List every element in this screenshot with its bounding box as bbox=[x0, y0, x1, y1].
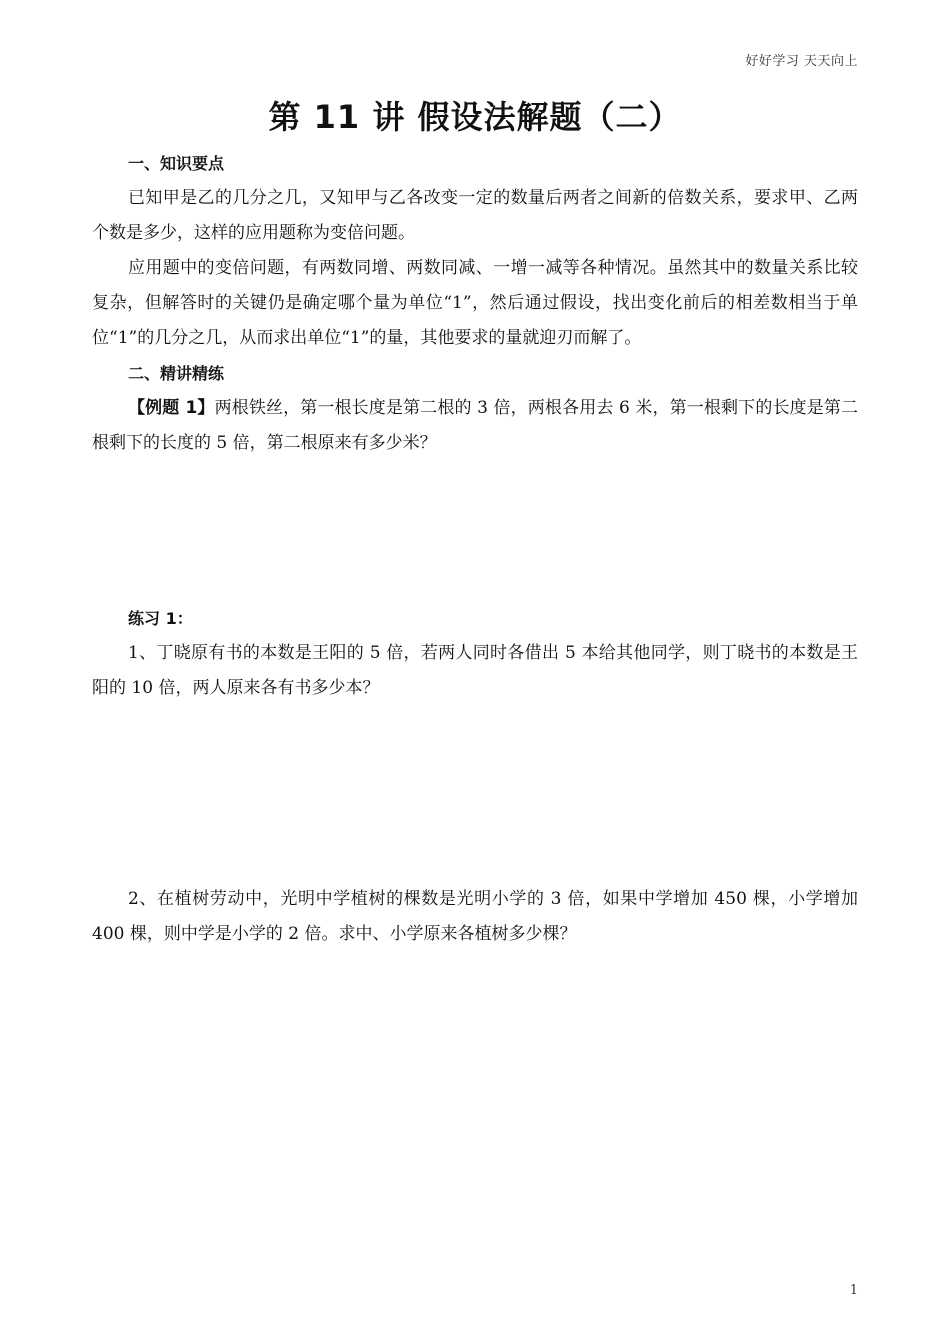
example-1-text: 两根铁丝，第一根长度是第二根的 3 倍，两根各用去 6 米，第一根剩下的长度是第二根剩下的长度的 5 倍，第二根原来有多少米？ bbox=[92, 398, 859, 453]
section-heading-knowledge: 一、知识要点 bbox=[128, 154, 225, 173]
knowledge-paragraph-2: 应用题中的变倍问题，有两数同增、两数同减、一增一减等各种情况。虽然其中的数量关系比较复杂，但解答时的关键仍是确定哪个量为单位“1”，然后通过假设，找出变化前后的相差数相当于单位“1”的几分之几，从而求出单位“1”的量，其他要求的量就迎刃而解了。 bbox=[92, 258, 858, 348]
page-number: 1 bbox=[849, 1283, 858, 1298]
answer-space-practice-1 bbox=[92, 706, 858, 882]
answer-space-example bbox=[92, 461, 858, 601]
practice-item-1: 1、丁晓原有书的本数是王阳的 5 倍，若两人同时各借出 5 本给其他同学，则丁晓书的本数是王阳的 10 倍，两人原来各有书多少本？ bbox=[92, 643, 858, 698]
section-heading-practice-drills: 二、精讲精练 bbox=[128, 364, 225, 383]
knowledge-paragraph-1: 已知甲是乙的几分之几，又知甲与乙各改变一定的数量后两者之间新的倍数关系，要求甲、乙两个数是多少，这样的应用题称为变倍问题。 bbox=[92, 188, 858, 243]
document-body bbox=[92, 146, 858, 952]
header-motto: 好好学习 天天向上 bbox=[745, 54, 858, 69]
practice-heading: 练习 1： bbox=[128, 609, 193, 628]
page-title: 第 11 讲 假设法解题（二） bbox=[268, 98, 682, 136]
practice-item-2: 2、在植树劳动中，光明中学植树的棵数是光明小学的 3 倍，如果中学增加 450 棵，小学增加 400 棵，则中学是小学的 2 倍。求中、小学原来各植树多少棵？ bbox=[92, 889, 858, 944]
example-1-label: 【例题 1】 bbox=[128, 398, 215, 418]
example-1 bbox=[92, 391, 858, 461]
